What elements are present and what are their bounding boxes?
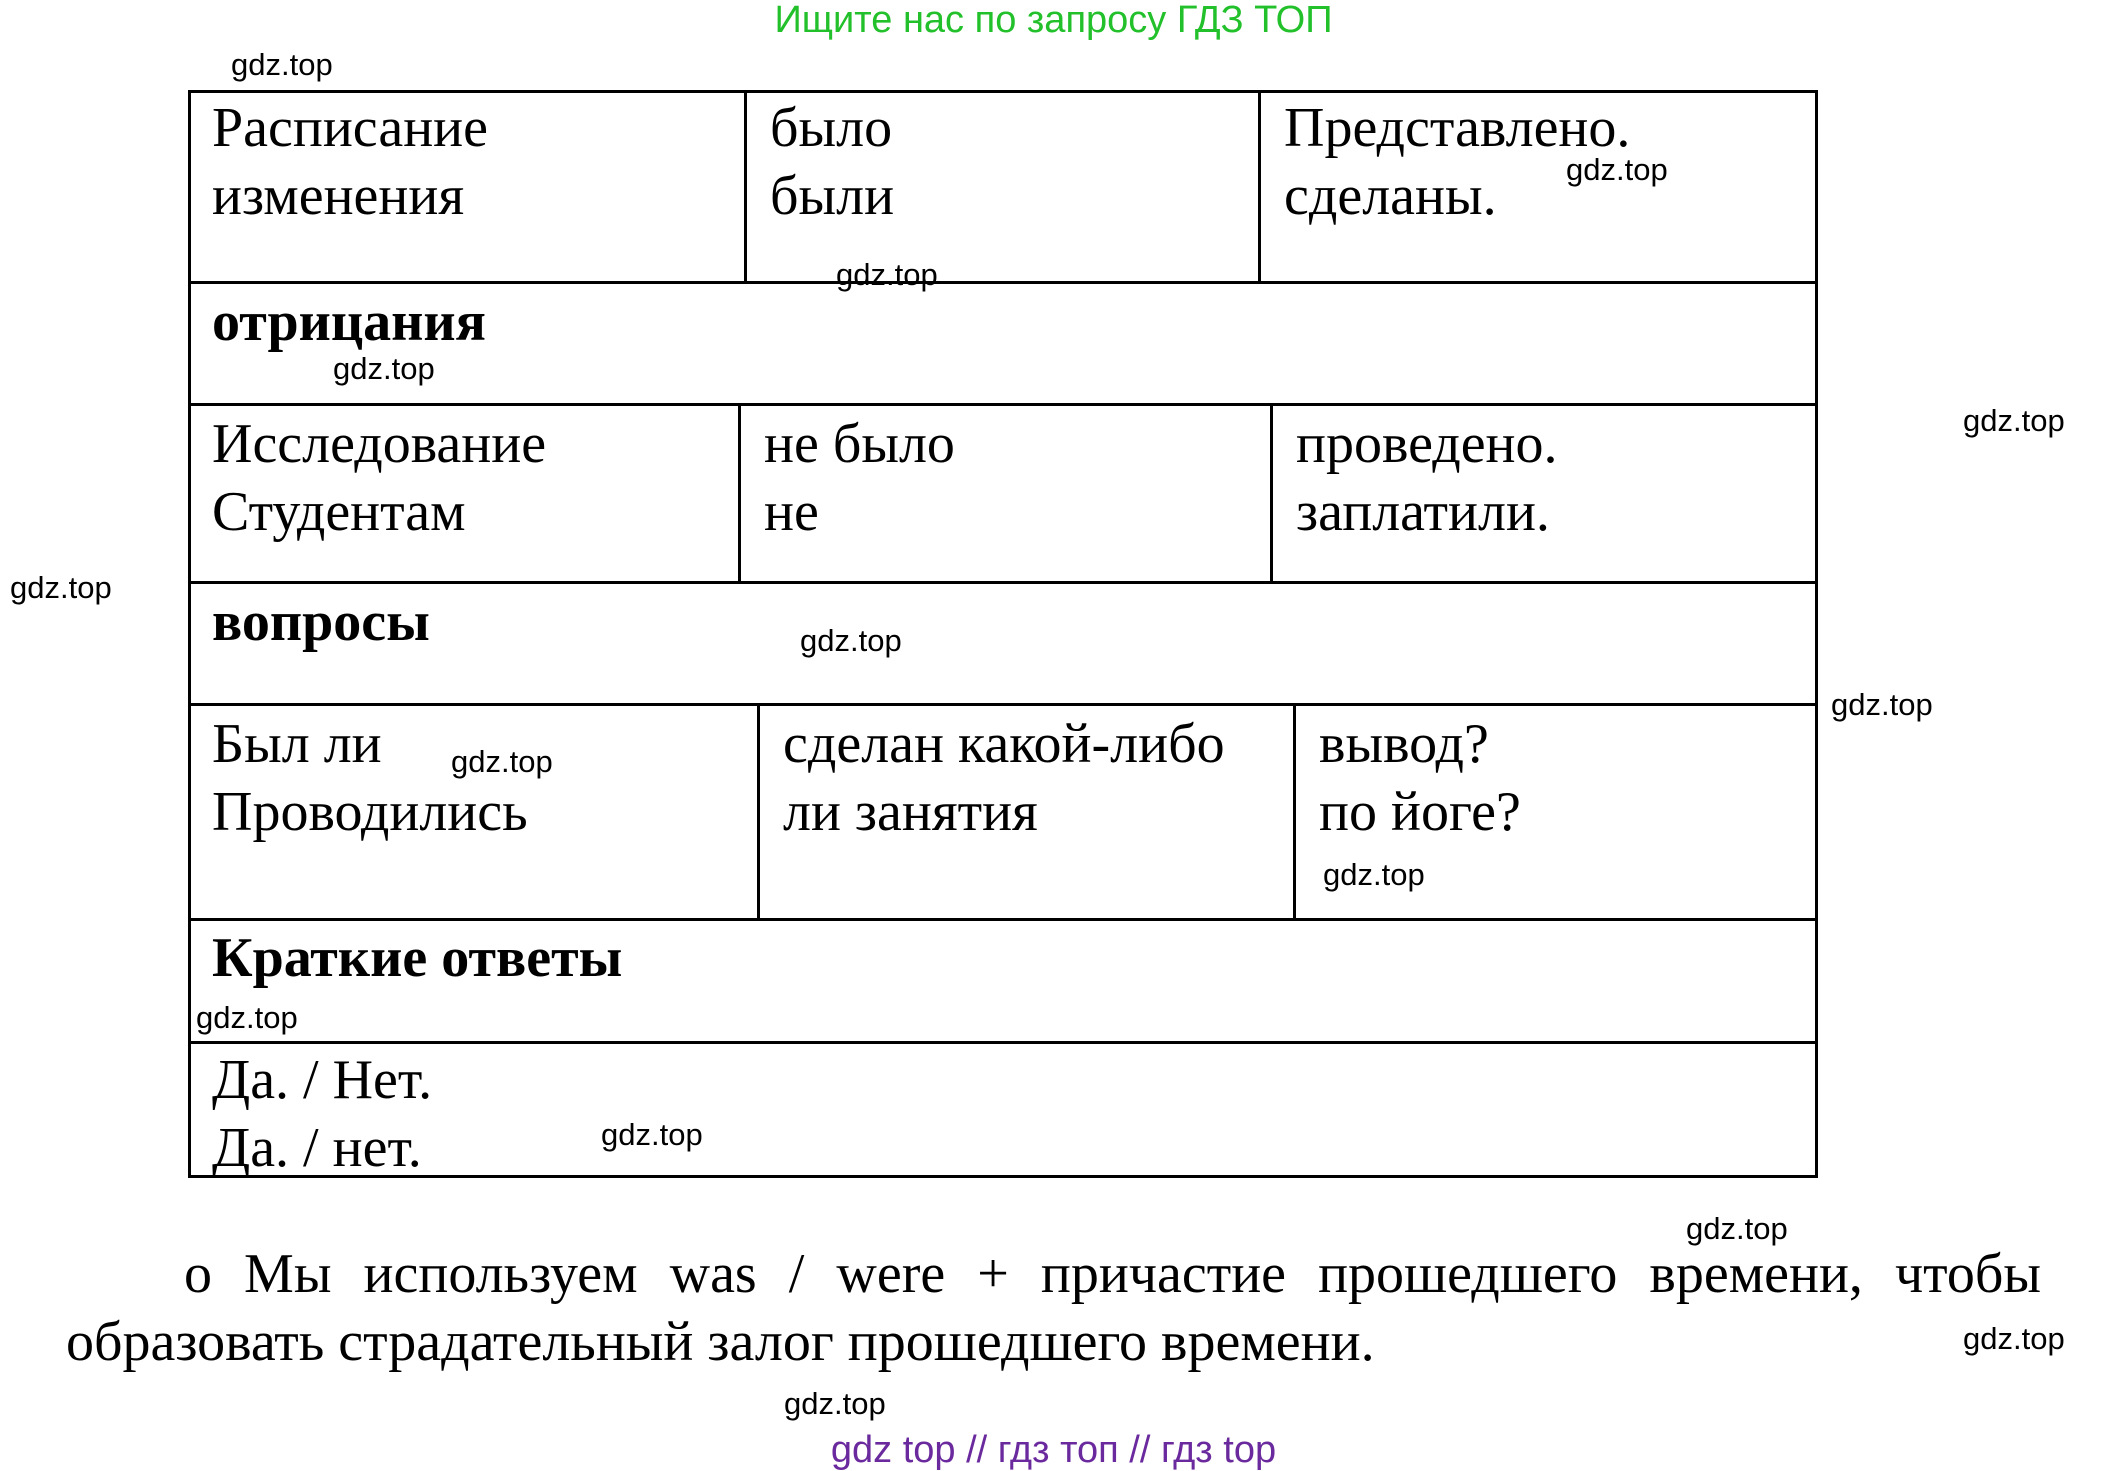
search-banner: Ищите нас по запросу ГДЗ ТОП bbox=[774, 0, 1333, 41]
cell-line: были bbox=[770, 165, 895, 227]
cell-line: вывод? bbox=[1319, 713, 1489, 775]
table-rule bbox=[188, 1041, 1818, 1044]
watermark: gdz.top bbox=[231, 47, 333, 82]
section-heading-questions: вопросы bbox=[212, 591, 430, 653]
rule-paragraph bbox=[66, 1240, 2041, 1376]
table-divider bbox=[744, 90, 747, 284]
watermark: gdz.top bbox=[1686, 1211, 1788, 1246]
table-cell bbox=[212, 1046, 432, 1182]
watermark: gdz.top bbox=[601, 1117, 703, 1152]
cell-line: проведено. bbox=[1296, 413, 1558, 475]
cell-line: Проводились bbox=[212, 781, 528, 843]
table-divider bbox=[1270, 403, 1273, 584]
cell-line: было bbox=[770, 97, 893, 159]
cell-line: ли занятия bbox=[783, 781, 1038, 843]
watermark: gdz.top bbox=[10, 570, 112, 605]
table-cell bbox=[212, 410, 546, 546]
watermark: gdz.top bbox=[196, 1000, 298, 1035]
cell-line: изменения bbox=[212, 165, 465, 227]
table-cell bbox=[764, 410, 955, 546]
paragraph-line: о Мы используем was / were + причастие прошедшего времени, чтобы bbox=[184, 1243, 2041, 1305]
table-divider bbox=[757, 703, 760, 921]
cell-line: не было bbox=[764, 413, 955, 475]
cell-line: Студентам bbox=[212, 481, 466, 543]
watermark: gdz.top bbox=[1831, 687, 1933, 722]
table-cell bbox=[212, 94, 488, 230]
cell-line: не bbox=[764, 481, 819, 543]
watermark: gdz.top bbox=[333, 351, 435, 386]
answer-line: Да. / нет. bbox=[212, 1117, 422, 1179]
watermark: gdz.top bbox=[800, 623, 902, 658]
footer-watermark: gdz top // гдз топ // гдз top bbox=[830, 1429, 1277, 1471]
watermark: gdz.top bbox=[784, 1386, 886, 1421]
table-rule bbox=[188, 918, 1818, 921]
section-heading-negatives: отрицания bbox=[212, 291, 486, 353]
table-rule bbox=[188, 703, 1818, 706]
watermark: gdz.top bbox=[1963, 1321, 2065, 1356]
table-divider bbox=[1293, 703, 1296, 921]
table-cell bbox=[1296, 410, 1558, 546]
cell-line: Представлено. bbox=[1284, 97, 1631, 159]
table-cell bbox=[783, 710, 1225, 846]
cell-line: Расписание bbox=[212, 97, 488, 159]
paragraph-line: образовать страдательный залог прошедшего времени. bbox=[66, 1311, 1375, 1373]
cell-line: заплатили. bbox=[1296, 481, 1550, 543]
table-rule bbox=[188, 281, 1818, 284]
cell-line: Был ли bbox=[212, 713, 382, 775]
watermark: gdz.top bbox=[1566, 152, 1668, 187]
table-cell bbox=[1319, 710, 1521, 846]
watermark: gdz.top bbox=[1323, 857, 1425, 892]
grammar-table bbox=[188, 90, 1818, 1178]
table-divider bbox=[1258, 90, 1261, 284]
table-rule bbox=[188, 581, 1818, 584]
cell-line: сделаны. bbox=[1284, 165, 1497, 227]
cell-line: Исследование bbox=[212, 413, 547, 475]
cell-line: по йоге? bbox=[1319, 781, 1521, 843]
table-cell bbox=[770, 94, 894, 230]
table-divider bbox=[738, 403, 741, 584]
cell-line: сделан какой-либо bbox=[783, 713, 1225, 775]
table-rule bbox=[188, 403, 1818, 406]
watermark: gdz.top bbox=[836, 257, 938, 292]
answer-line: Да. / Нет. bbox=[212, 1049, 433, 1111]
watermark: gdz.top bbox=[451, 744, 553, 779]
watermark: gdz.top bbox=[1963, 403, 2065, 438]
section-heading-short-answers: Краткие ответы bbox=[212, 927, 623, 989]
